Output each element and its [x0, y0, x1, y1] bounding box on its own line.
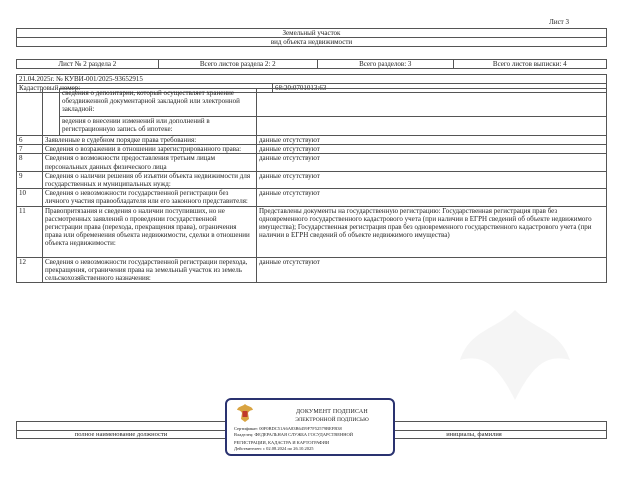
- row-label: Сведения о возражении в отношении зарегистрированного права:: [43, 145, 257, 154]
- table-row: [17, 89, 607, 117]
- cadastral-number: 68:20:0701013:63: [273, 84, 607, 93]
- table-row: [17, 136, 607, 145]
- row-value: данные отсутствуют: [257, 171, 607, 188]
- row-number: 7: [17, 145, 43, 154]
- watermark-emblem-icon: [440, 300, 590, 410]
- row-number: 6: [17, 136, 43, 145]
- table-row: [17, 206, 607, 257]
- row-value: [257, 89, 607, 117]
- stamp-owner-line2: РЕГИСТРАЦИИ, КАДАСТРА И КАРТОГРАФИИ: [234, 440, 330, 445]
- stamp-validity: Действителен: с 02.08.2024 по 26.10.2025: [234, 446, 314, 451]
- table-row: [17, 117, 607, 136]
- table-row: [17, 189, 607, 206]
- cadastral-label: Кадастровый номер:: [17, 84, 273, 93]
- row-value: данные отсутствуют: [257, 257, 607, 283]
- row-label: сведения о депозитарии, который осуществляет хранение обездвиженной документарной закладной или электронной закладной:: [60, 89, 257, 117]
- row-label: Сведения о невозможности государственной регистрации без личного участия правообладателя или его законного представителя:: [43, 189, 257, 206]
- row-label: Сведения о невозможности государственной регистрации перехода, прекращения, ограничения права на земельный участок из земель сельскохозяйственного назначения:: [43, 257, 257, 283]
- name-caption: инициалы, фамилия: [446, 431, 502, 438]
- row-value: [257, 117, 607, 136]
- row-label: Правопритязания и сведения о наличии поступивших, но не рассмотренных заявлений о проведении государственной регистрации права (перехода, прекращения права), ограничения права или обременения объекта недвижимости, сделки в отношении объекта недвижимости:: [43, 206, 257, 257]
- extract-date-number: 21.04.2025г. № КУВИ-001/2025-93652915: [17, 75, 607, 84]
- table-row: [17, 154, 607, 171]
- stamp-certificate: Сертификат: 00F0BDC51A6A83B6459F7F52579BEFB38: [234, 426, 342, 431]
- position-caption: полное наименование должности: [74, 431, 168, 438]
- row-number: 9: [17, 171, 43, 188]
- row-label: ведения о внесении изменений или дополнений в регистрационную запись об ипотеке:: [60, 117, 257, 136]
- row-number: 10: [17, 189, 43, 206]
- object-type-caption: вид объекта недвижимости: [17, 38, 607, 47]
- row-indent: [43, 89, 60, 136]
- row-number: 11: [17, 206, 43, 257]
- row-label: Сведения о наличии решения об изъятии объекта недвижимости для государственных и муниципальных нужд:: [43, 171, 257, 188]
- object-type: Земельный участок: [17, 29, 607, 38]
- extract-sheets-total: Всего листов выписки: 4: [453, 60, 606, 69]
- sheet-label: Лист 3: [549, 18, 569, 26]
- row-number: [17, 89, 43, 136]
- row-label: Заявленные в судебном порядке права требования:: [43, 136, 257, 145]
- row-value: Представлены документы на государственную регистрацию: Государственная регистрация прав без одновременного государственного кадастрового учета (при наличии в ЕГРН сведений об объекте недвижимого имущества); Государственная регистрация прав без одновременного государственного кадастрового учета (при наличии в ЕГРН сведений об объекте недвижимого имущества): [257, 206, 607, 257]
- row-number: 12: [17, 257, 43, 283]
- row-value: данные отсутствуют: [257, 154, 607, 171]
- row-number: 8: [17, 154, 43, 171]
- section-sheets-total: Всего листов раздела 2: 2: [158, 60, 317, 69]
- table-row: [17, 257, 607, 283]
- sections-total: Всего разделов: 3: [317, 60, 453, 69]
- table-row: [17, 171, 607, 188]
- row-value: данные отсутствуют: [257, 145, 607, 154]
- coat-of-arms-icon: [236, 403, 254, 423]
- object-type-table: [16, 28, 607, 47]
- row-label: Сведения о возможности предоставления третьим лицам персональных данных физического лица: [43, 154, 257, 171]
- stamp-title: ДОКУМЕНТ ПОДПИСАН: [296, 409, 368, 415]
- row-value: данные отсутствуют: [257, 136, 607, 145]
- rights-table: [16, 88, 607, 283]
- row-value: данные отсутствуют: [257, 189, 607, 206]
- table-row: [17, 145, 607, 154]
- sheet-info-table: [16, 59, 607, 69]
- sheet-number: Лист № 2 раздела 2: [17, 60, 159, 69]
- stamp-owner-line1: Владелец: ФЕДЕРАЛЬНАЯ СЛУЖБА ГОСУДАРСТВЕННОЙ: [234, 432, 354, 437]
- electronic-signature-stamp: [225, 398, 395, 456]
- stamp-subtitle: ЭЛЕКТРОННОЙ ПОДПИСЬЮ: [295, 417, 369, 423]
